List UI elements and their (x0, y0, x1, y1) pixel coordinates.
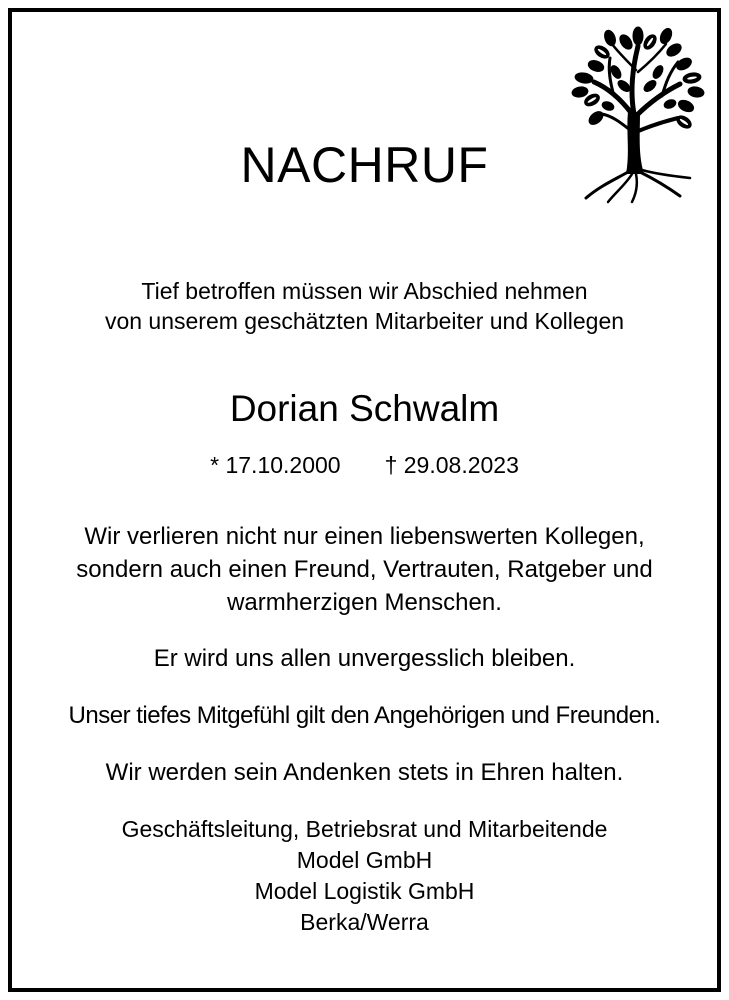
notice-heading: NACHRUF (240, 137, 489, 193)
tribute-line-1: Wir verlieren nicht nur einen liebenswerten Kollegen, (84, 523, 645, 550)
intro-line-2: von unserem geschätzten Mitarbeiter und Kollegen (104, 308, 625, 334)
condolence-line: Unser tiefes Mitgefühl gilt den Angehörigen und Freunden. (68, 702, 661, 729)
signature-line-3: Model Logistik GmbH (254, 878, 475, 904)
signature-line-4: Berka/Werra (300, 909, 429, 935)
life-dates (0, 450, 729, 480)
deceased-name: Dorian Schwalm (229, 388, 500, 429)
tribute-line-3: warmherzigen Menschen. (227, 589, 502, 616)
remembrance-line: Er wird uns allen unvergesslich bleiben. (153, 645, 576, 672)
signature-line-2: Model GmbH (296, 847, 433, 873)
honor-line: Wir werden sein Andenken stets in Ehren halten. (105, 759, 624, 786)
intro-line-1: Tief betroffen müssen wir Abschied nehmen (141, 278, 588, 304)
death-date: † 29.08.2023 (384, 452, 519, 478)
signature-line-1: Geschäftsleitung, Betriebsrat und Mitarbeitende (121, 816, 608, 842)
birth-date: * 17.10.2000 (210, 452, 341, 478)
tree-icon (566, 22, 708, 204)
tribute-line-2: sondern auch einen Freund, Vertrauten, Ratgeber und (76, 556, 653, 583)
